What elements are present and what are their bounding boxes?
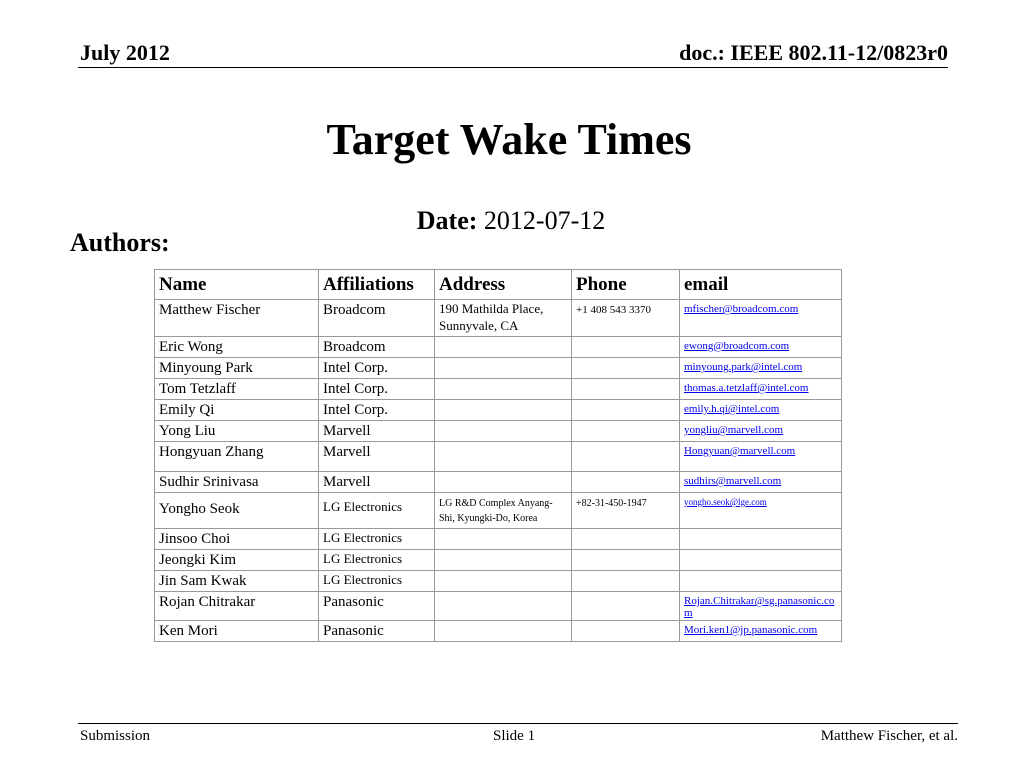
authors-table xyxy=(154,269,842,642)
cell-affiliation: Marvell xyxy=(319,472,435,493)
authors-label: Authors: xyxy=(70,228,170,257)
table-row xyxy=(155,337,842,358)
cell-address xyxy=(435,400,572,421)
cell-phone xyxy=(572,379,680,400)
cell-name: Sudhir Srinivasa xyxy=(155,472,319,493)
cell-address xyxy=(435,337,572,358)
cell-affiliation: Marvell xyxy=(319,421,435,442)
email-link[interactable]: minyoung.park@intel.com xyxy=(684,361,803,373)
cell-affiliation: LG Electronics xyxy=(319,493,435,529)
footer-divider xyxy=(78,723,958,724)
cell-email xyxy=(680,300,842,337)
cell-email xyxy=(680,358,842,379)
cell-email xyxy=(680,442,842,472)
email-link[interactable]: Rojan.Chitrakar@sg.panasonic.com xyxy=(684,595,835,619)
cell-phone xyxy=(572,421,680,442)
cell-affiliation: Broadcom xyxy=(319,337,435,358)
footer-author: Matthew Fischer, et al. xyxy=(820,728,958,744)
cell-affiliation: Intel Corp. xyxy=(319,379,435,400)
cell-affiliation: Panasonic xyxy=(319,621,435,642)
cell-email xyxy=(680,472,842,493)
cell-phone xyxy=(572,592,680,621)
cell-name: Tom Tetzlaff xyxy=(155,379,319,400)
cell-name: Jin Sam Kwak xyxy=(155,571,319,592)
cell-email xyxy=(680,550,842,571)
cell-address xyxy=(435,550,572,571)
cell-name: Rojan Chitrakar xyxy=(155,592,319,621)
table-row xyxy=(155,358,842,379)
cell-email xyxy=(680,529,842,550)
cell-email xyxy=(680,400,842,421)
cell-name: Jinsoo Choi xyxy=(155,529,319,550)
col-header-email: email xyxy=(680,270,842,300)
cell-name: Hongyuan Zhang xyxy=(155,442,319,472)
cell-phone: +1 408 543 3370 xyxy=(572,300,680,337)
cell-email xyxy=(680,421,842,442)
cell-affiliation: Intel Corp. xyxy=(319,358,435,379)
email-link[interactable]: sudhirs@marvell.com xyxy=(684,475,782,487)
email-link[interactable]: emily.h.qi@intel.com xyxy=(684,403,780,415)
cell-email xyxy=(680,379,842,400)
cell-address xyxy=(435,379,572,400)
date-value: 2012-07-12 xyxy=(483,206,606,235)
cell-affiliation: LG Electronics xyxy=(319,550,435,571)
date-label: Date: xyxy=(416,206,478,235)
table-row xyxy=(155,300,842,337)
cell-name: Eric Wong xyxy=(155,337,319,358)
cell-address xyxy=(435,421,572,442)
table-row xyxy=(155,493,842,529)
cell-email xyxy=(680,571,842,592)
email-link[interactable]: thomas.a.tetzlaff@intel.com xyxy=(684,382,809,394)
header-divider xyxy=(78,67,948,68)
table-header-row xyxy=(155,270,842,300)
cell-address xyxy=(435,442,572,472)
cell-address: LG R&D Complex Anyang-Shi, Kyungki-Do, Korea xyxy=(435,493,572,529)
footer-slide-number: Slide 1 xyxy=(493,728,536,744)
cell-email xyxy=(680,621,842,642)
cell-phone: +82-31-450-1947 xyxy=(572,493,680,529)
cell-email xyxy=(680,493,842,529)
email-link[interactable]: Hongyuan@marvell.com xyxy=(684,445,796,457)
cell-affiliation: LG Electronics xyxy=(319,571,435,592)
table-row xyxy=(155,421,842,442)
email-link[interactable]: Mori.ken1@jp.panasonic.com xyxy=(684,624,818,636)
cell-phone xyxy=(572,550,680,571)
table-row xyxy=(155,400,842,421)
cell-address xyxy=(435,529,572,550)
cell-address xyxy=(435,592,572,621)
cell-phone xyxy=(572,358,680,379)
cell-address xyxy=(435,621,572,642)
email-link[interactable]: yongliu@marvell.com xyxy=(684,424,784,436)
table-row xyxy=(155,550,842,571)
header-doc-id: doc.: IEEE 802.11-12/0823r0 xyxy=(679,40,948,65)
email-link[interactable]: mfischer@broadcom.com xyxy=(684,303,799,315)
cell-name: Ken Mori xyxy=(155,621,319,642)
cell-affiliation: Marvell xyxy=(319,442,435,472)
email-link[interactable]: ewong@broadcom.com xyxy=(684,340,790,352)
col-header-name: Name xyxy=(155,270,319,300)
table-row xyxy=(155,379,842,400)
table-row xyxy=(155,529,842,550)
cell-name: Jeongki Kim xyxy=(155,550,319,571)
cell-phone xyxy=(572,529,680,550)
cell-address: 190 Mathilda Place, Sunnyvale, CA xyxy=(435,300,572,337)
table-row xyxy=(155,472,842,493)
cell-name: Minyoung Park xyxy=(155,358,319,379)
cell-phone xyxy=(572,621,680,642)
cell-affiliation: Broadcom xyxy=(319,300,435,337)
cell-address xyxy=(435,472,572,493)
cell-email xyxy=(680,592,842,621)
cell-address xyxy=(435,571,572,592)
table-row xyxy=(155,571,842,592)
cell-name: Emily Qi xyxy=(155,400,319,421)
table-row xyxy=(155,621,842,642)
cell-name: Yong Liu xyxy=(155,421,319,442)
col-header-affiliations: Affiliations xyxy=(319,270,435,300)
footer-submission: Submission xyxy=(80,728,151,744)
slide-title: Target Wake Times xyxy=(326,115,692,164)
cell-phone xyxy=(572,337,680,358)
table-row xyxy=(155,592,842,621)
col-header-address: Address xyxy=(435,270,572,300)
header-date: July 2012 xyxy=(80,40,170,65)
cell-affiliation: LG Electronics xyxy=(319,529,435,550)
cell-phone xyxy=(572,472,680,493)
cell-phone xyxy=(572,400,680,421)
table-row xyxy=(155,442,842,472)
cell-name: Matthew Fischer xyxy=(155,300,319,337)
cell-email xyxy=(680,337,842,358)
cell-phone xyxy=(572,571,680,592)
cell-name: Yongho Seok xyxy=(155,493,319,529)
cell-address xyxy=(435,358,572,379)
cell-affiliation: Panasonic xyxy=(319,592,435,621)
cell-affiliation: Intel Corp. xyxy=(319,400,435,421)
email-link[interactable]: yongho.seok@lge.com xyxy=(684,497,767,507)
col-header-phone: Phone xyxy=(572,270,680,300)
cell-phone xyxy=(572,442,680,472)
